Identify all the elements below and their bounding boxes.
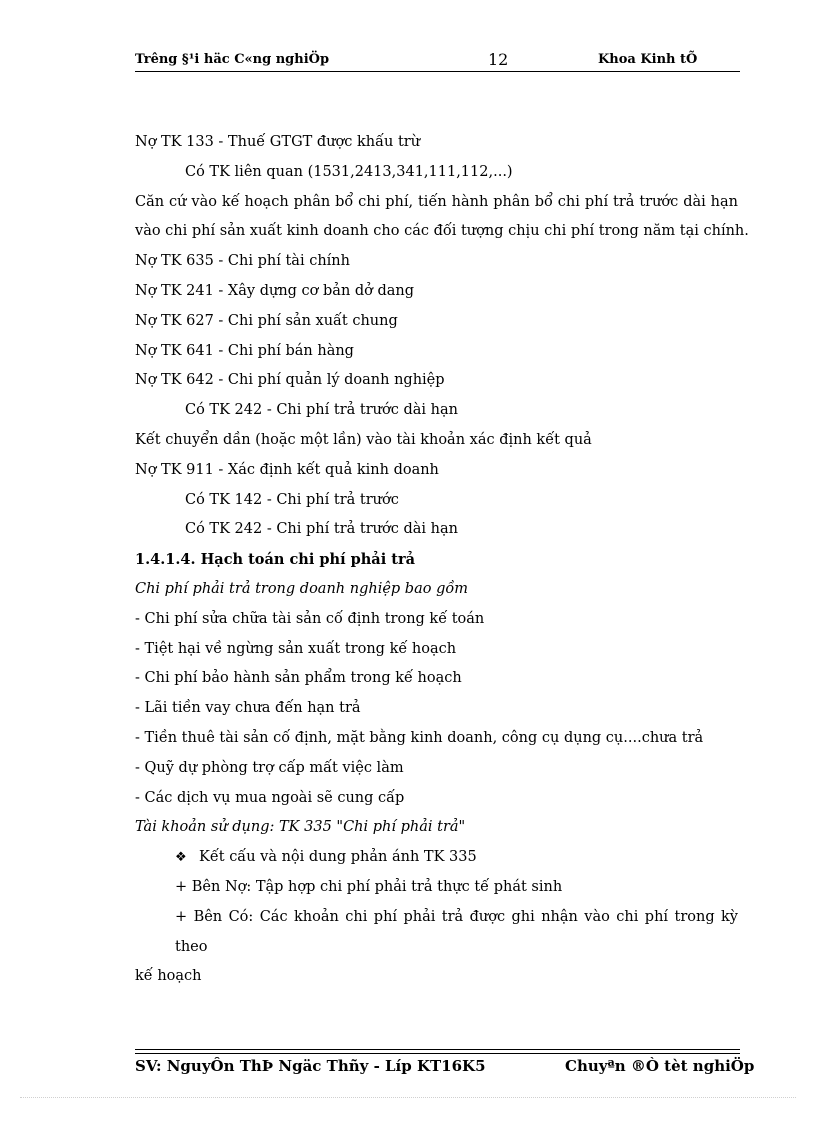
italic-subheading: Chi phí phải trả trong doanh nghiệp bao gồm: [135, 580, 468, 597]
text-line: vào chi phí sản xuất kinh doanh cho các đối tượng chịu chi phí trong năm tại chính.: [135, 223, 749, 240]
text-line: Nợ TK 241 - Xây dựng cơ bản dở dang: [135, 282, 415, 299]
text-line: Nợ TK 642 - Chi phí quản lý doanh nghiệp: [135, 372, 445, 389]
header-faculty: Khoa Kinh tÕ: [598, 52, 698, 67]
footer-student: SV: NguyÔn ThÞ Ngäc Thñy - Líp KT16K5: [135, 1057, 486, 1075]
header-page-number: 12: [488, 50, 509, 69]
diamond-bullet-icon: ❖: [175, 850, 187, 866]
text-line: Nợ TK 911 - Xác định kết quả kinh doanh: [135, 461, 439, 478]
list-item: - Tiền thuê tài sản cố định, mặt bằng kinh doanh, công cụ dụng cụ....chưa trả: [135, 729, 704, 746]
text-line: kế hoạch: [135, 968, 202, 985]
footer-rule-bottom: [135, 1053, 740, 1054]
paragraph-line: Căn cứ vào kế hoạch phân bổ chi phí, tiến hành phân bổ chi phí trả trước dài hạn: [135, 193, 738, 210]
footer-rule-top: [135, 1049, 740, 1050]
list-item: - Chi phí bảo hành sản phẩm trong kế hoạch: [135, 670, 462, 687]
text-line: Có TK 242 - Chi phí trả trước dài hạn: [185, 402, 458, 419]
footer-thesis: Chuyªn ®Ò tèt nghiÖp: [565, 1057, 755, 1075]
italic-subheading: Tài khoản sử dụng: TK 335 "Chi phí phải trả": [135, 819, 466, 836]
text-line: Kết chuyển dần (hoặc một lần) vào tài khoản xác định kết quả: [135, 431, 592, 448]
text-line: Nợ TK 635 - Chi phí tài chính: [135, 253, 350, 270]
bullet-text: Kết cấu và nội dung phản ánh TK 335: [199, 849, 477, 866]
text-line: Có TK 242 - Chi phí trả trước dài hạn: [185, 521, 458, 538]
text-line: + Bên Nợ: Tập hợp chi phí phải trả thực tế phát sinh: [175, 878, 563, 895]
list-item: - Tiệt hại về ngừng sản xuất trong kế hoạch: [135, 640, 457, 657]
list-item: - Lãi tiền vay chưa đến hạn trả: [135, 700, 361, 717]
page-edge-dotted-line: [20, 1097, 796, 1098]
document-body: [135, 128, 749, 992]
text-line: Có TK 142 - Chi phí trả trước: [185, 491, 399, 508]
header-school: Trêng §¹i häc C«ng nghiÖp: [135, 52, 330, 67]
header-rule: [135, 71, 740, 72]
paragraph-line: + Bên Có: Các khoản chi phí phải trả được ghi nhận vào chi phí trong kỳ theo: [175, 908, 738, 955]
bullet-item: [135, 843, 738, 873]
text-line: Nợ TK 133 - Thuế GTGT được khấu trừ: [135, 134, 421, 150]
text-line: Nợ TK 641 - Chi phí bán hàng: [135, 342, 354, 359]
list-item: - Chi phí sửa chữa tài sản cố định trong kế toán: [135, 610, 485, 627]
section-heading: 1.4.1.4. Hạch toán chi phí phải trả: [135, 551, 415, 569]
text-line: Có TK liên quan (1531,2413,341,111,112,...): [185, 163, 513, 180]
list-item: - Quỹ dự phòng trợ cấp mất việc làm: [135, 759, 404, 776]
list-item: - Các dịch vụ mua ngoài sẽ cung cấp: [135, 789, 405, 806]
text-line: Nợ TK 627 - Chi phí sản xuất chung: [135, 312, 398, 329]
